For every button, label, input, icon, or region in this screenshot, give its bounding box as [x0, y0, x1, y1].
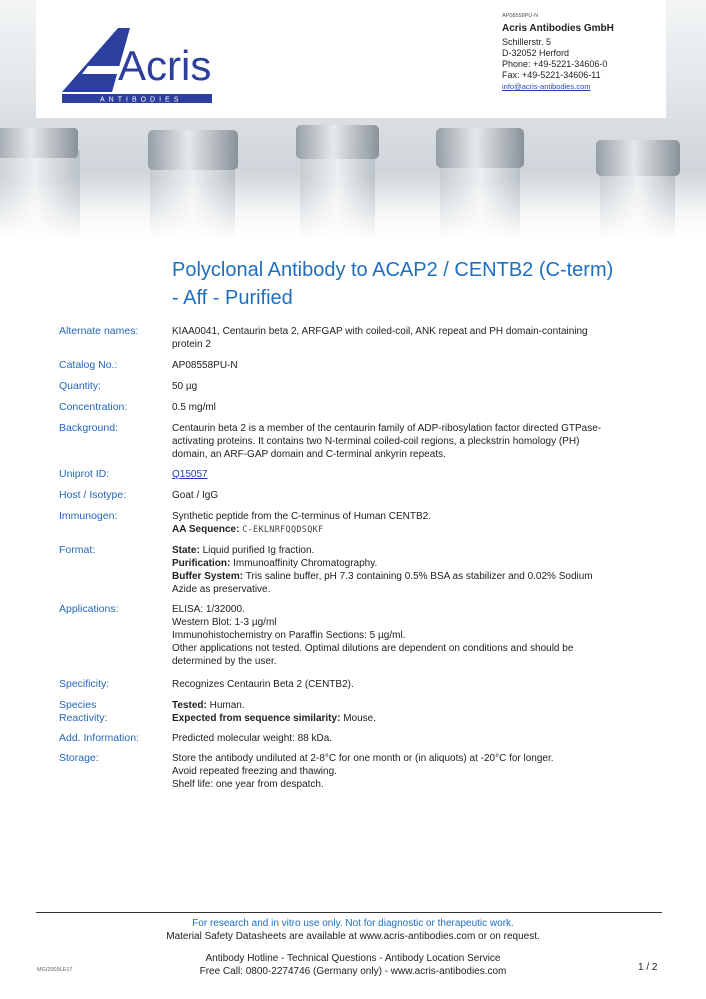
- value-add-info: Predicted molecular weight: 88 kDa.: [172, 733, 333, 744]
- buffer-label: Buffer System:: [172, 571, 244, 582]
- company-name: Acris Antibodies GmbH: [502, 23, 614, 34]
- value-applications: [172, 603, 662, 668]
- species-label-line2: Reactivity:: [59, 712, 108, 724]
- species-expected: [172, 712, 662, 725]
- label-concentration: Concentration:: [59, 401, 128, 413]
- product-code-small: AP08558PU-N: [502, 13, 539, 19]
- label-alternate-names: Alternate names:: [59, 325, 139, 337]
- applications-line: ELISA: 1/32000.: [172, 604, 245, 615]
- background-line: activating proteins. It contains two N-terminal coiled-coil regions, a pleckstrin homology (PH): [172, 436, 580, 447]
- footer-divider: [36, 912, 662, 913]
- label-specificity: Specificity:: [59, 678, 110, 690]
- expected-label: Expected from sequence similarity:: [172, 713, 341, 724]
- label-background: Background:: [59, 422, 118, 434]
- label-applications: Applications:: [59, 603, 119, 615]
- value-alternate-names: [172, 325, 662, 351]
- purification-value: Immunoaffinity Chromatography.: [233, 558, 378, 569]
- acris-logo: [58, 22, 223, 107]
- label-storage: Storage:: [59, 752, 99, 764]
- value-storage: [172, 752, 662, 791]
- state-label: State:: [172, 545, 200, 556]
- value-catalog: AP08558PU-N: [172, 360, 238, 371]
- purification-label: Purification:: [172, 558, 231, 569]
- footer-contact: [0, 952, 706, 978]
- research-use-notice: For research and in vitro use only. Not for diagnostic or therapeutic work.: [192, 918, 514, 929]
- footer-notice: [0, 917, 706, 943]
- value-format: [172, 544, 662, 596]
- applications-line: Western Blot: 1-3 µg/ml: [172, 617, 277, 628]
- alternate-names-line: protein 2: [172, 339, 211, 350]
- storage-line: Store the antibody undiluted at 2-8°C for one month or (in aliquots) at -20°C for longer.: [172, 753, 554, 764]
- immunogen-line: Synthetic peptide from the C-terminus of Human CENTB2.: [172, 511, 431, 522]
- value-uniprot: [172, 468, 662, 481]
- header-box: [36, 0, 666, 118]
- msds-notice: Material Safety Datasheets are available at www.acris-antibodies.com or on request.: [166, 931, 540, 942]
- company-city: D-32052 Herford: [502, 48, 570, 58]
- state-value: Liquid purified Ig fraction.: [202, 545, 315, 556]
- label-host: Host / Isotype:: [59, 489, 127, 501]
- background-line: Centaurin beta 2 is a member of the centaurin family of ADP-ribosylation factor directed GTPase-: [172, 423, 602, 434]
- tested-label: Tested:: [172, 700, 207, 711]
- label-quantity: Quantity:: [59, 380, 102, 392]
- format-state: [172, 544, 662, 557]
- species-tested: [172, 699, 662, 712]
- applications-line: Other applications not tested. Optimal dilutions are dependent on conditions and should be: [172, 643, 574, 654]
- value-background: [172, 422, 662, 461]
- document-code: MG/2009LE17: [37, 967, 73, 973]
- hotline-text: Antibody Hotline - Technical Questions - Antibody Location Service: [205, 953, 501, 964]
- format-buffer: [172, 570, 662, 583]
- label-uniprot: Uniprot ID:: [59, 468, 110, 480]
- storage-line: Avoid repeated freezing and thawing.: [172, 766, 337, 777]
- buffer-value-cont: Azide as preservative.: [172, 584, 271, 595]
- tested-value: Human.: [209, 700, 245, 711]
- value-quantity: 50 µg: [172, 381, 198, 392]
- page-title: Polyclonal Antibody to ACAP2 / CENTB2 (C-term) - Aff - Purified: [172, 259, 614, 309]
- buffer-value: Tris saline buffer, pH 7.3 containing 0.5% BSA as stabilizer and 0.02% Sodium: [245, 571, 593, 582]
- label-species: [59, 699, 169, 725]
- logo-text: Acris: [118, 42, 212, 89]
- value-concentration: 0.5 mg/ml: [172, 402, 216, 413]
- freecall-text: Free Call: 0800-2274746 (Germany only) - www.acris-antibodies.com: [199, 966, 507, 977]
- aa-sequence-value: C-EKLNRFQQDSQKF: [242, 525, 324, 535]
- value-host: Goat / IgG: [172, 490, 219, 501]
- storage-line: Shelf life: one year from despatch.: [172, 779, 324, 790]
- value-immunogen: [172, 510, 662, 537]
- background-line: domain, an ARF-GAP domain and C-terminal ankyrin repeats.: [172, 449, 446, 460]
- company-fax: Fax: +49-5221-34606-11: [502, 70, 601, 80]
- label-immunogen: Immunogen:: [59, 510, 118, 522]
- company-address: [502, 12, 664, 92]
- applications-line: determined by the user.: [172, 656, 277, 667]
- format-purification: [172, 557, 662, 570]
- logo-subtext: ANTIBODIES: [100, 96, 183, 104]
- expected-value: Mouse.: [343, 713, 376, 724]
- value-species: [172, 699, 662, 725]
- species-label-line1: Species: [59, 699, 97, 711]
- label-add-info: Add. Information:: [59, 732, 139, 744]
- aa-sequence-label: AA Sequence:: [172, 524, 240, 535]
- aa-sequence-line: [172, 523, 662, 537]
- uniprot-link[interactable]: Q15057: [172, 469, 208, 480]
- alternate-names-line: KIAA0041, Centaurin beta 2, ARFGAP with coiled-coil, ANK repeat and PH domain-containing: [172, 326, 588, 337]
- label-format: Format:: [59, 544, 96, 556]
- company-phone: Phone: +49-5221-34606-0: [502, 59, 608, 69]
- company-street: Schillerstr. 5: [502, 37, 552, 47]
- company-email-link[interactable]: info@acris-antibodies.com: [502, 82, 591, 91]
- applications-line: Immunohistochemistry on Paraffin Sections: 5 µg/ml.: [172, 630, 406, 641]
- value-specificity: Recognizes Centaurin Beta 2 (CENTB2).: [172, 679, 354, 690]
- page-number: 1 / 2: [638, 962, 658, 973]
- label-catalog: Catalog No.:: [59, 359, 118, 371]
